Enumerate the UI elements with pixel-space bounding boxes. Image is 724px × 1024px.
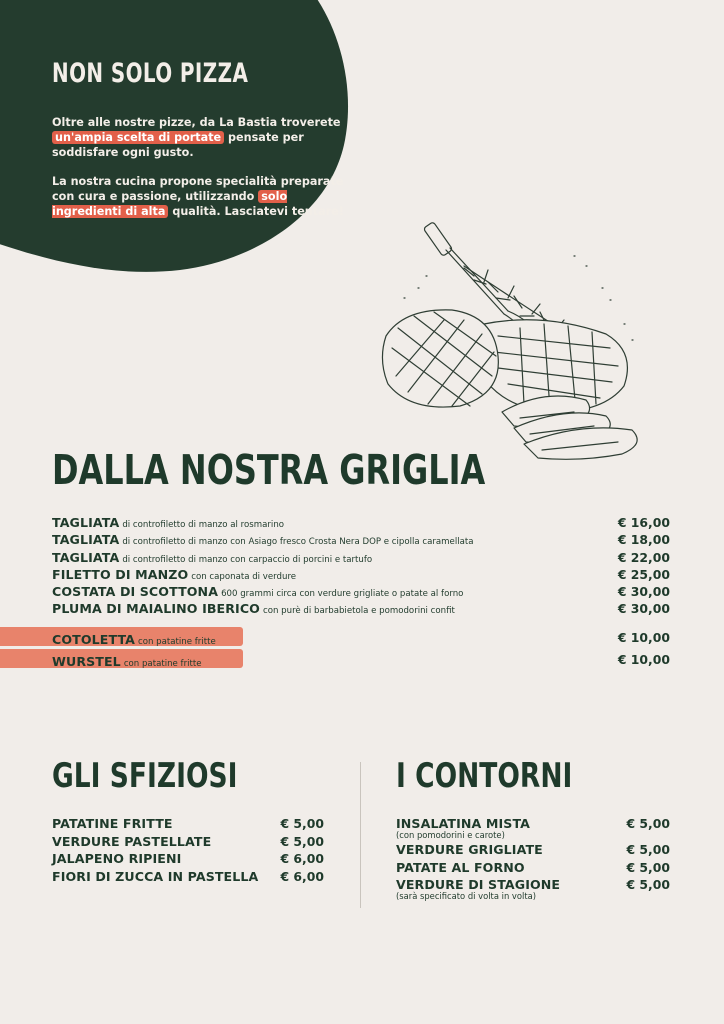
dish-name: TAGLIATA [52,532,120,548]
dish-price: € 5,00 [626,842,670,857]
dish-description: 600 grammi circa con verdure grigliate o patate al forno [221,589,464,600]
dish-description: con caponata di verdure [191,571,297,582]
dish-name: PLUMA DI MAIALINO IBERICO [52,601,260,617]
dish-name: VERDURE PASTELLATE [52,833,212,849]
menu-item [396,816,670,831]
menu-item [396,842,670,860]
dish-description: con patatine fritte [123,659,202,669]
dish-name: TAGLIATA [52,515,120,530]
column-divider [360,762,361,908]
dish-name: JALAPENO RIPIENI [52,851,182,866]
dish-description: di controfiletto di manzo con carpaccio di porcini e tartufo [122,554,373,565]
menu-item [52,834,324,852]
dish-name: PATATINE FRITTE [52,816,173,831]
dish-name: WURSTEL [52,654,121,669]
dish-price: € 22,00 [617,549,670,565]
dish-price: € 5,00 [280,833,324,849]
menu-item [52,581,670,598]
contorni-list [396,816,670,903]
dish-name: FIORI DI ZUCCA IN PASTELLA [52,868,259,884]
dish-price: € 30,00 [617,584,670,600]
dish-price: € 10,00 [617,630,670,645]
sfiziosi-section-title: GLI SFIZIOSI [52,756,238,796]
dish-description: con patatine fritte [138,637,216,647]
dish-description: di controfiletto di manzo al rosmarino [122,520,285,530]
intro-block [52,58,352,233]
dish-description: di controfiletto di manzo con Asiago fresco Crosta Nera DOP e cipolla caramellata [122,537,474,548]
dish-price: € 5,00 [626,816,670,831]
highlighted-menu-item [0,649,670,668]
grill-section-title: DALLA NOSTRA GRIGLIA [52,446,486,494]
menu-item [52,529,670,546]
intro-highlight-1: un'ampia scelta di portate [52,131,224,144]
intro-highlight-2: solo ingredienti di alta [52,190,288,218]
dish-price: € 18,00 [617,532,670,548]
dish-price: € 6,00 [280,851,324,866]
menu-item [396,877,670,892]
menu-item [52,512,670,529]
dish-name: COSTATA DI SCOTTONA [52,584,219,600]
dish-name: PATATE AL FORNO [396,859,525,875]
dish-note: (sarà specificato di volta in volta) [396,891,537,901]
dish-name: INSALATINA MISTA [396,816,531,831]
dish-price: € 5,00 [280,816,324,831]
intro-title: NON SOLO PIZZA [52,58,249,89]
dish-price: € 5,00 [626,877,670,892]
dish-note: (con pomodorini e carote) [396,830,505,840]
dish-description: con purè di barbabietola e pomodorini confit [263,606,455,617]
menu-item [52,564,670,581]
menu-item [52,547,670,564]
intro-paragraph-1: Oltre alle nostre pizze, da La Bastia troverete un'ampia scelta di portate pensate per soddisfare ogni gusto. [52,116,341,159]
grill-menu-list [52,512,670,616]
dish-price: € 10,00 [617,652,670,667]
menu-item [52,869,324,887]
menu-item [52,851,324,869]
highlighted-menu-item [0,627,670,646]
dish-price: € 5,00 [626,859,670,875]
dish-price: € 16,00 [617,515,670,530]
contorni-section-title: I CONTORNI [396,756,573,796]
menu-item [396,860,670,878]
dish-name: TAGLIATA [52,549,120,565]
sfiziosi-list [52,816,324,886]
dish-price: € 30,00 [617,601,670,617]
dish-name: COTOLETTA [52,632,136,647]
intro-paragraph-2: La nostra cucina propone specialità preparate con cura e passione, utilizzando solo ingredienti di alta qualità. Lasciatevi tentare! [52,175,344,218]
dish-price: € 25,00 [617,566,670,582]
dish-name: VERDURE GRIGLIATE [396,842,543,857]
grilled-meat-illustration [374,216,654,466]
menu-item [52,816,324,834]
menu-item [52,598,670,615]
dish-name: FILETTO DI MANZO [52,566,189,582]
dish-price: € 6,00 [280,868,324,884]
dish-name: VERDURE DI STAGIONE [396,877,561,892]
